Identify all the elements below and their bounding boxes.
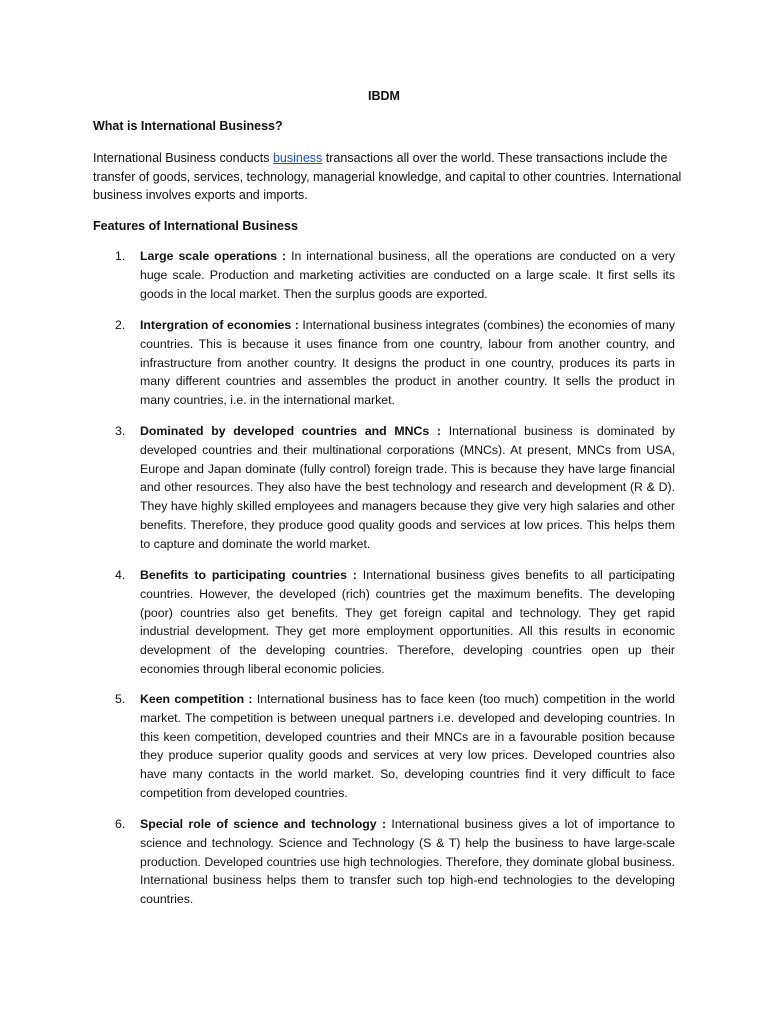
feature-number: 6. <box>115 817 126 831</box>
feature-text: International business is dominated by developed countries and their multinational corporations (MNCs). At present, MNCs from USA, Europe and Japan dominate (fully control) foreign trade. This is because they have large financial and other resources. They also have the best technology and research and development (R & D). They have highly skilled employees and managers because they give very high salaries and other benefits. Therefore, they produce good quality goods and services at low prices. This helps them to capture and dominate the world market. <box>140 424 675 551</box>
feature-body <box>140 422 675 554</box>
feature-text: In international business, all the operations are conducted on a very huge scale. Production and marketing activities are conducted on a large scale. It first sells its goods in the local market. Then the surplus goods are exported. <box>140 249 675 301</box>
feature-term: Intergration of economies : <box>140 318 299 332</box>
feature-item-keen-competition <box>115 690 675 803</box>
feature-text: International business integrates (combines) the economies of many countries. This is because it uses finance from one country, labour from another country, and infrastructure from another country. It designs the product in one country, produces its parts in many different countries and assembles the product in another country. It sells the product in many countries, i.e. in the international market. <box>140 318 675 408</box>
feature-text: International business has to face keen (too much) competition in the world market. The competition is between unequal partners i.e. developed and developing countries. In this keen competition, developed countries and their MNCs are in a favourable position because they produce superior quality goods and services at very low prices. Developed countries also have many contacts in the world market. So, developing countries find it very difficult to face competition from developed countries. <box>140 692 675 800</box>
feature-body <box>140 566 675 679</box>
intro-paragraph <box>93 149 683 205</box>
document-title: IBDM <box>368 89 400 103</box>
feature-item-integration-of-economies <box>115 316 675 410</box>
feature-body <box>140 247 675 303</box>
feature-item-benefits-to-participating-countries <box>115 566 675 679</box>
feature-number: 4. <box>115 568 126 582</box>
business-link[interactable]: business <box>272 151 323 165</box>
feature-number: 3. <box>115 424 126 438</box>
feature-number: 2. <box>115 318 126 332</box>
features-heading: Features of International Business <box>93 219 298 233</box>
feature-item-science-and-technology <box>115 815 675 909</box>
feature-item-dominated-by-developed-countries <box>115 422 675 554</box>
feature-term: Large scale operations : <box>140 249 287 263</box>
feature-term: Keen competition : <box>140 692 253 706</box>
intro-text-before-link: International Business conducts <box>93 151 273 165</box>
feature-number: 1. <box>115 249 126 263</box>
feature-body <box>140 815 675 909</box>
feature-text: International business gives benefits to all participating countries. However, the developed (rich) countries get the maximum benefits. The developing (poor) countries also get benefits. They get foreign capital and technology. They get rapid industrial development. They get more employment opportunities. All this results in economic development of the developing countries. Therefore, developing countries open up their economies through liberal economic policies. <box>140 568 675 676</box>
feature-body <box>140 316 675 410</box>
intro-text-after-link: transactions all over the world. These transactions include the transfer of goods, services, technology, managerial knowledge, and capital to other countries. International business involves exports and imports. <box>93 151 682 202</box>
feature-text: International business gives a lot of importance to science and technology. Science and Technology (S & T) help the business to have large-scale production. Developed countries use high technologies. Therefore, they dominate global business. International business helps them to transfer such top high-end technologies to the developing countries. <box>140 817 676 907</box>
feature-term: Special role of science and technology : <box>140 817 387 831</box>
section-heading: What is International Business? <box>93 119 283 133</box>
feature-term: Dominated by developed countries and MNCs : <box>140 424 442 438</box>
feature-item-large-scale-operations <box>115 247 675 303</box>
feature-number: 5. <box>115 692 126 706</box>
feature-term: Benefits to participating countries : <box>140 568 357 582</box>
feature-body <box>140 690 675 803</box>
